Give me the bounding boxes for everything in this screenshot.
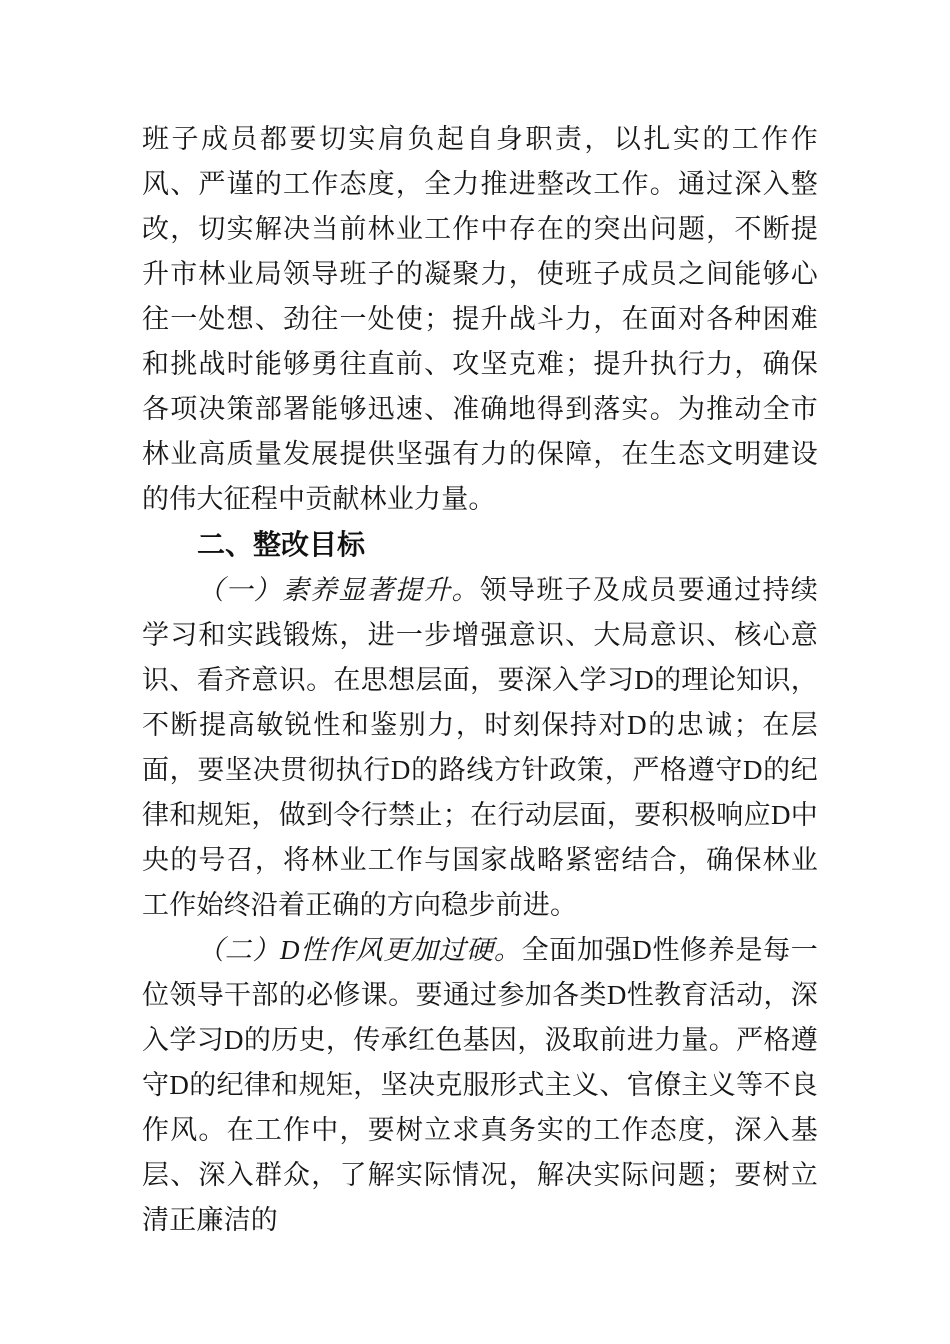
section-item-1: [142, 568, 818, 928]
section-item-1-body: 领导班子及成员要通过持续学习和实践锻炼，进一步增强意识、大局意识、核心意识、看齐意识。在思想层面，要深入学习D的理论知识，不断提高敏锐性和鉴别力，时刻保持对D的忠诚；在层面，要坚决贯彻执行D的路线方针政策，严格遵守D的纪律和规矩，做到令行禁止；在行动层面，要积极响应D中央的号召，将林业工作与国家战略紧密结合，确保林业工作始终沿着正确的方向稳步前进。: [142, 575, 818, 920]
section-item-2-lead: （二）D性作风更加过硬。: [197, 935, 522, 965]
section-item-1-lead: （一）素养显著提升。: [197, 575, 480, 605]
section-item-2: [142, 928, 818, 1243]
intro-paragraph: 班子成员都要切实肩负起自身职责，以扎实的工作作风、严谨的工作态度，全力推进整改工作。通过深入整改，切实解决当前林业工作中存在的突出问题，不断提升市林业局领导班子的凝聚力，使班子成员之间能够心往一处想、劲往一处使；提升战斗力，在面对各种困难和挑战时能够勇往直前、攻坚克难；提升执行力，确保各项决策部署能够迅速、准确地得到落实。为推动全市林业高质量发展提供坚强有力的保障，在生态文明建设的伟大征程中贡献林业力量。: [142, 124, 818, 514]
section-item-2-body: 全面加强D性修养是每一位领导干部的必修课。要通过参加各类D性教育活动，深入学习D的历史，传承红色基因，汲取前进力量。严格遵守D的纪律和规矩，坚决克服形式主义、官僚主义等不良作风。在工作中，要树立求真务实的工作态度，深入基层、深入群众，了解实际情况，解决实际问题；要树立清正廉洁的: [142, 935, 818, 1235]
text-column: [142, 117, 818, 1243]
section-heading: 二、整改目标: [197, 529, 366, 560]
